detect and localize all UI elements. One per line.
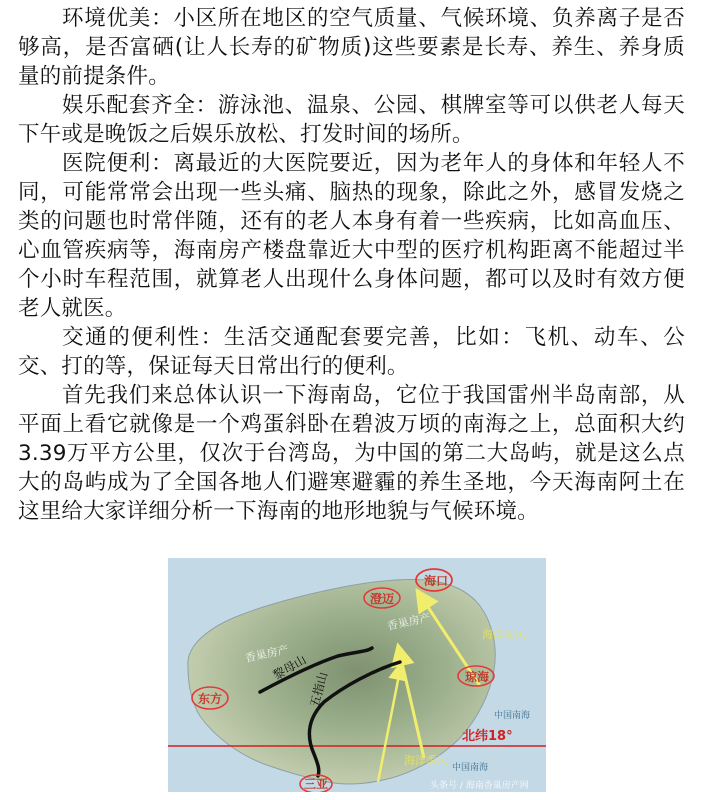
- map-graphic: [168, 558, 546, 792]
- paragraph-hainan-intro: 首先我们来总体认识一下海南岛，它位于我国雷州半岛南部，从平面上看它就像是一个鸡蛋斜卧在碧波万顷的南海之上，总面积大约3.39万平方公里，仅次于台湾岛，为中国的第二大岛屿，就是这么点大的岛屿成为了全国各地人们避寒避霾的养生圣地，今天海南阿土在这里给大家详细分析一下海南的地形地貌与气候环境。: [18, 383, 685, 524]
- wind-label-southeast: 海洋季风: [404, 754, 448, 767]
- paragraph-hospital: 医院便利：离最近的大医院要近，因为老年人的身体和年轻人不同，可能常常会出现一些头痛、脑热的现象，除此之外，感冒发烧之类的问题也时常伴随，还有的老人本身有着一些疾病，比如高血压、心血管疾病等，海南房产楼盘靠近大中型的医疗机构距离不能超过半个小时车程范围，就算老人出现什么身体问题，都可以及时有效方便老人就医。: [18, 151, 685, 321]
- sea-label-east: 中国南海: [494, 711, 531, 721]
- city-label-dongfang: 东方: [198, 692, 223, 706]
- wind-label-northeast: 海洋季风: [482, 628, 526, 641]
- city-label-qionghai: 琼海: [465, 670, 490, 684]
- paragraph-entertainment: 娱乐配套齐全：游泳池、温泉、公园、棋牌室等可以供老人每天下午或是晚饭之后娱乐放松、打发时间的场所。: [18, 93, 685, 147]
- city-label-chengmai: 澄迈: [370, 592, 395, 606]
- hainan-island-shape: [188, 579, 495, 784]
- watermark-left: 香巢房产: [243, 643, 290, 665]
- city-label-haikou: 海口: [424, 574, 449, 588]
- city-label-sanya: 三亚: [304, 777, 329, 791]
- paragraph-transport: 交通的便利性：生活交通配套要完善，比如：飞机、动车、公交、打的等，保证每天日常出行的便利。: [18, 325, 685, 379]
- sea-label-south: 中国南海: [452, 763, 489, 773]
- watermark-bottom: 头条号 / 海南香巢房产网: [430, 781, 529, 791]
- watermark-right: 香巢房产: [385, 611, 432, 633]
- hainan-terrain-map: [168, 558, 546, 792]
- mountain-label-wuzhi: 五指山: [307, 670, 331, 709]
- latitude-label: 北纬18°: [462, 729, 513, 744]
- paragraph-environment: 环境优美：小区所在地区的空气质量、气候环境、负养离子是否够高，是否富硒(让人长寿的矿物质)这些要素是长寿、养生、养身质量的前提条件。: [18, 6, 685, 89]
- mountain-label-limu: 黎母山: [270, 652, 309, 683]
